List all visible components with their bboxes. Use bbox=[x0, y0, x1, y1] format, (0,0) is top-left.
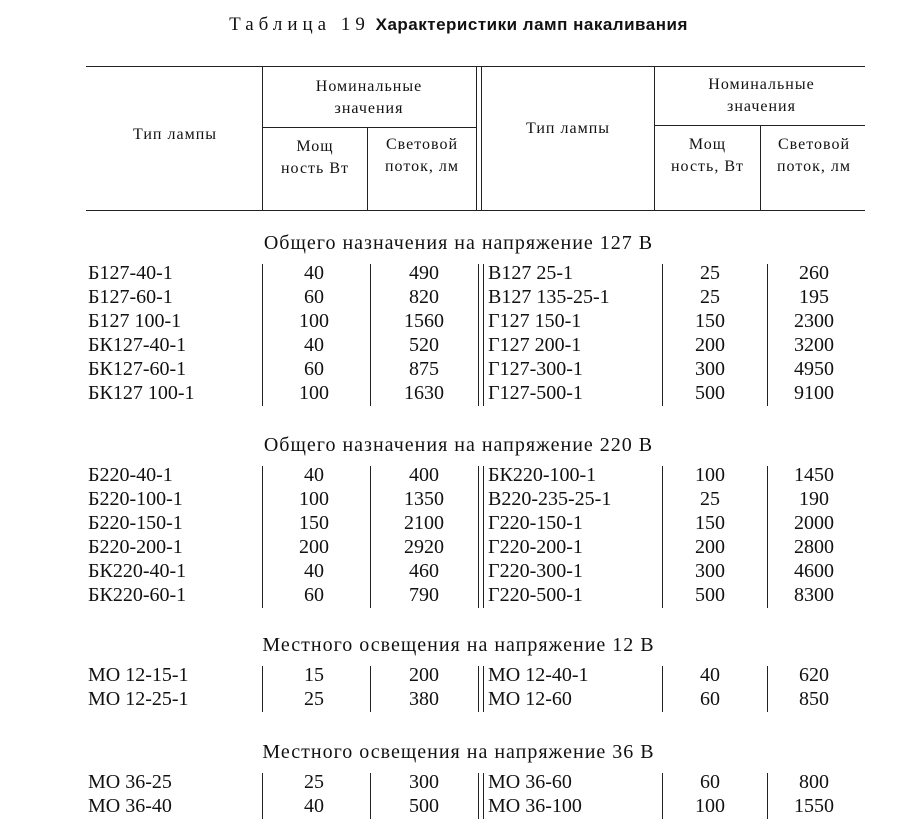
header-left-subrule bbox=[262, 127, 476, 128]
table-row bbox=[0, 262, 917, 286]
cell-r-power: 25 bbox=[700, 488, 720, 510]
cell-l-flux: 1350 bbox=[404, 488, 444, 510]
cell-l-flux: 2920 bbox=[404, 536, 444, 558]
cell-l-flux: 400 bbox=[409, 464, 439, 486]
cell-l-flux: 820 bbox=[409, 286, 439, 308]
cell-l-flux: 520 bbox=[409, 334, 439, 356]
cell-l-type: МО 36-25 bbox=[88, 771, 172, 793]
table-title: Характеристики ламп накаливания bbox=[375, 15, 688, 34]
cell-r-flux: 2300 bbox=[794, 310, 834, 332]
header-nominal-right: Номинальные значения bbox=[708, 76, 815, 115]
cell-r-power: 40 bbox=[700, 664, 720, 686]
cell-r-type: МО 12-40-1 bbox=[488, 664, 589, 686]
cell-r-type: Г127 200-1 bbox=[488, 334, 582, 356]
cell-l-power: 40 bbox=[304, 795, 324, 817]
cell-l-flux: 460 bbox=[409, 560, 439, 582]
header-power-left: Мощ ность Вт bbox=[280, 138, 349, 177]
cell-l-power: 40 bbox=[304, 560, 324, 582]
cell-l-type: Б127-40-1 bbox=[88, 262, 173, 284]
table-row bbox=[0, 512, 917, 536]
cell-r-power: 60 bbox=[700, 688, 720, 710]
table-row bbox=[0, 795, 917, 819]
cell-l-flux: 2100 bbox=[404, 512, 444, 534]
header-type-right: Тип лампы bbox=[525, 120, 611, 137]
cell-l-type: МО 12-25-1 bbox=[88, 688, 189, 710]
cell-r-power: 100 bbox=[695, 464, 725, 486]
cell-r-power: 300 bbox=[695, 560, 725, 582]
cell-l-type: Б127 100-1 bbox=[88, 310, 182, 332]
cell-r-power: 200 bbox=[695, 536, 725, 558]
table-row bbox=[0, 358, 917, 382]
cell-r-power: 60 bbox=[700, 771, 720, 793]
cell-l-flux: 380 bbox=[409, 688, 439, 710]
cell-r-flux: 2800 bbox=[794, 536, 834, 558]
cell-r-flux: 620 bbox=[799, 664, 829, 686]
cell-l-type: БК127-40-1 bbox=[88, 334, 187, 356]
header-vline-3 bbox=[476, 66, 477, 210]
cell-r-type: В127 25-1 bbox=[488, 262, 573, 284]
table-row bbox=[0, 584, 917, 608]
cell-r-type: В220-235-25-1 bbox=[488, 488, 612, 510]
cell-l-power: 60 bbox=[304, 286, 324, 308]
cell-r-flux: 260 bbox=[799, 262, 829, 284]
cell-r-type: МО 36-60 bbox=[488, 771, 572, 793]
table-row bbox=[0, 286, 917, 310]
table-row bbox=[0, 560, 917, 584]
table-row bbox=[0, 688, 917, 712]
cell-l-type: Б127-60-1 bbox=[88, 286, 173, 308]
cell-l-flux: 200 bbox=[409, 664, 439, 686]
section-heading: Общего назначения на напряжение 220 В bbox=[263, 434, 654, 456]
cell-l-power: 40 bbox=[304, 464, 324, 486]
cell-r-flux: 4950 bbox=[794, 358, 834, 380]
table-row bbox=[0, 488, 917, 512]
cell-r-flux: 1450 bbox=[794, 464, 834, 486]
cell-r-type: Г220-150-1 bbox=[488, 512, 583, 534]
cell-l-power: 60 bbox=[304, 584, 324, 606]
header-vline-2 bbox=[367, 127, 368, 210]
cell-l-power: 40 bbox=[304, 334, 324, 356]
cell-l-flux: 790 bbox=[409, 584, 439, 606]
header-flux-right: Световой поток, лм bbox=[776, 136, 851, 175]
cell-r-flux: 195 bbox=[799, 286, 829, 308]
cell-r-power: 25 bbox=[700, 262, 720, 284]
header-flux-left: Световой поток, лм bbox=[384, 136, 459, 175]
cell-r-power: 500 bbox=[695, 584, 725, 606]
cell-l-power: 25 bbox=[304, 771, 324, 793]
cell-r-type: Г220-500-1 bbox=[488, 584, 583, 606]
cell-r-flux: 850 bbox=[799, 688, 829, 710]
cell-r-type: Г220-300-1 bbox=[488, 560, 583, 582]
cell-r-power: 100 bbox=[695, 795, 725, 817]
table-row bbox=[0, 771, 917, 795]
cell-l-power: 40 bbox=[304, 262, 324, 284]
header-vline-1 bbox=[262, 66, 263, 210]
cell-r-flux: 800 bbox=[799, 771, 829, 793]
table-row bbox=[0, 334, 917, 358]
table-number: Таблица 19 bbox=[229, 14, 370, 35]
cell-l-type: БК127-60-1 bbox=[88, 358, 187, 380]
cell-r-power: 200 bbox=[695, 334, 725, 356]
header-power-right: Мощ ность, Вт bbox=[670, 136, 744, 175]
cell-r-power: 300 bbox=[695, 358, 725, 380]
cell-l-type: МО 12-15-1 bbox=[88, 664, 189, 686]
table-caption bbox=[0, 14, 917, 36]
cell-r-type: МО 12-60 bbox=[488, 688, 572, 710]
cell-r-type: Г127-300-1 bbox=[488, 358, 583, 380]
cell-l-type: Б220-150-1 bbox=[88, 512, 183, 534]
table-row bbox=[0, 382, 917, 406]
cell-l-flux: 500 bbox=[409, 795, 439, 817]
cell-l-type: Б220-100-1 bbox=[88, 488, 183, 510]
section-heading: Местного освещения на напряжение 36 В bbox=[262, 741, 655, 763]
cell-r-type: МО 36-100 bbox=[488, 795, 582, 817]
cell-r-type: Г127-500-1 bbox=[488, 382, 583, 404]
cell-l-power: 25 bbox=[304, 688, 324, 710]
cell-l-power: 150 bbox=[299, 512, 329, 534]
cell-l-type: МО 36-40 bbox=[88, 795, 172, 817]
cell-l-power: 100 bbox=[299, 488, 329, 510]
header-vline-3b bbox=[481, 66, 482, 210]
cell-r-power: 150 bbox=[695, 512, 725, 534]
cell-l-power: 60 bbox=[304, 358, 324, 380]
section-heading: Общего назначения на напряжение 127 В bbox=[263, 232, 654, 254]
cell-r-type: Г127 150-1 bbox=[488, 310, 582, 332]
header-vline-4 bbox=[654, 66, 655, 210]
cell-r-flux: 1550 bbox=[794, 795, 834, 817]
cell-l-flux: 1630 bbox=[404, 382, 444, 404]
table-row bbox=[0, 464, 917, 488]
header-vline-5 bbox=[760, 125, 761, 210]
cell-l-type: БК127 100-1 bbox=[88, 382, 195, 404]
cell-l-flux: 300 bbox=[409, 771, 439, 793]
cell-l-type: Б220-200-1 bbox=[88, 536, 183, 558]
cell-r-flux: 2000 bbox=[794, 512, 834, 534]
cell-r-power: 25 bbox=[700, 286, 720, 308]
cell-l-type: БК220-40-1 bbox=[88, 560, 187, 582]
cell-l-power: 100 bbox=[299, 382, 329, 404]
cell-l-power: 100 bbox=[299, 310, 329, 332]
cell-l-type: БК220-60-1 bbox=[88, 584, 187, 606]
section-heading: Местного освещения на напряжение 12 В bbox=[262, 634, 655, 656]
table-row bbox=[0, 310, 917, 334]
header-type-left: Тип лампы bbox=[132, 126, 218, 143]
cell-r-flux: 190 bbox=[799, 488, 829, 510]
cell-l-type: Б220-40-1 bbox=[88, 464, 173, 486]
cell-r-flux: 9100 bbox=[794, 382, 834, 404]
cell-r-power: 500 bbox=[695, 382, 725, 404]
cell-l-flux: 875 bbox=[409, 358, 439, 380]
header-nominal-left: Номинальные значения bbox=[315, 78, 423, 117]
cell-l-flux: 1560 bbox=[404, 310, 444, 332]
cell-r-power: 150 bbox=[695, 310, 725, 332]
cell-l-power: 200 bbox=[299, 536, 329, 558]
cell-l-flux: 490 bbox=[409, 262, 439, 284]
header-bottom-rule bbox=[86, 210, 865, 211]
cell-r-type: В127 135-25-1 bbox=[488, 286, 610, 308]
cell-r-type: Г220-200-1 bbox=[488, 536, 583, 558]
cell-r-flux: 8300 bbox=[794, 584, 834, 606]
table-row bbox=[0, 664, 917, 688]
cell-r-flux: 3200 bbox=[794, 334, 834, 356]
cell-l-power: 15 bbox=[304, 664, 324, 686]
cell-r-flux: 4600 bbox=[794, 560, 834, 582]
cell-r-type: БК220-100-1 bbox=[488, 464, 597, 486]
table-row bbox=[0, 536, 917, 560]
